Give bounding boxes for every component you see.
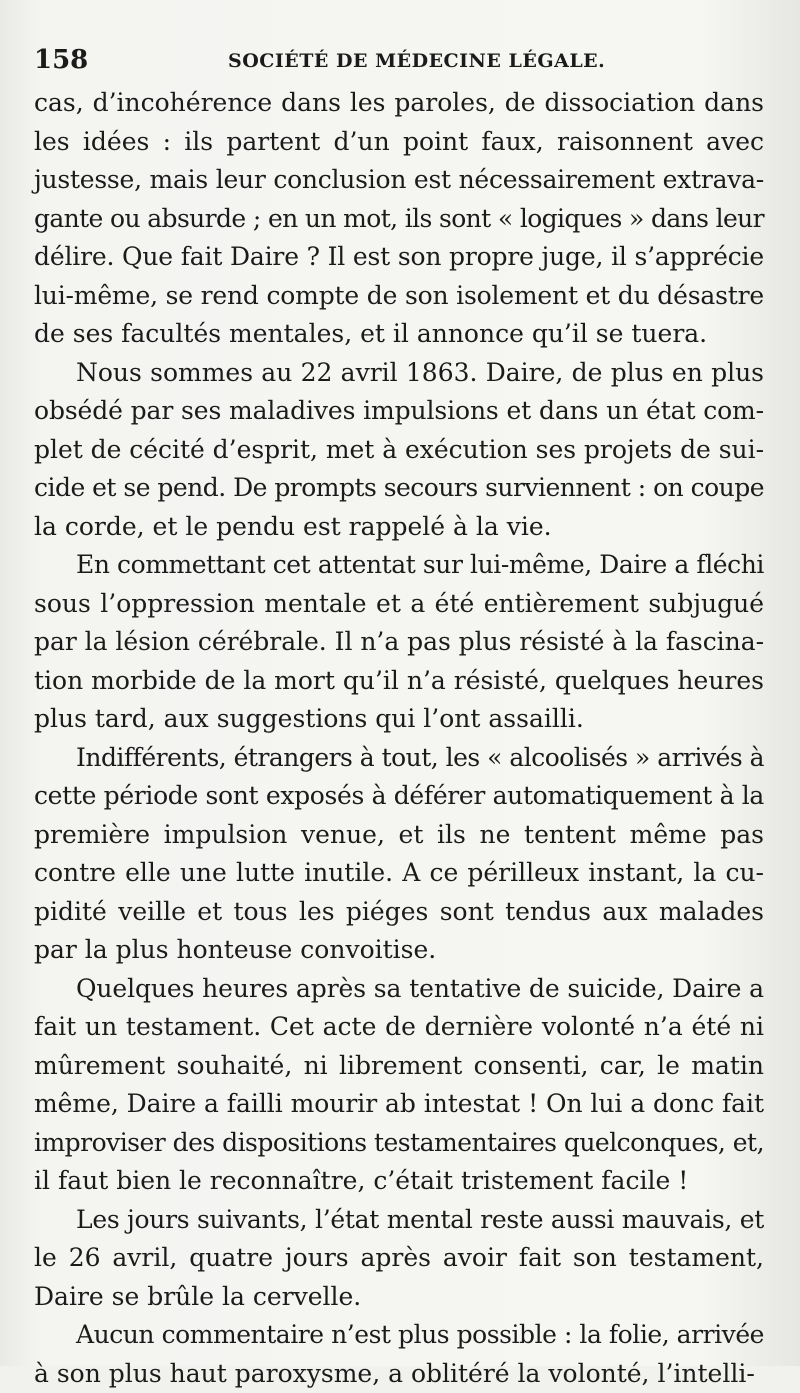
text-line: les idées : ils partent d’un point faux, raisonnent avec: [34, 123, 764, 162]
text-line: Daire se brûle la cervelle.: [34, 1278, 764, 1317]
text-line: justesse, mais leur conclusion est nécessairement extrava-: [34, 161, 764, 200]
text-line: improviser des dispositions testamentaires quelconques, et,: [34, 1124, 764, 1163]
text-line: Quelques heures après sa tentative de suicide, Daire a: [34, 970, 764, 1009]
text-line: lui-même, se rend compte de son isolement et du désastre: [34, 277, 764, 316]
page-header: [34, 42, 774, 78]
body-text: [34, 84, 764, 1393]
text-line: En commettant cet attentat sur lui-même, Daire a fléchi: [34, 546, 764, 585]
text-line: délire. Que fait Daire ? Il est son propre juge, il s’apprécie: [34, 238, 764, 277]
text-line: sous l’oppression mentale et a été entièrement subjugué: [34, 585, 764, 624]
text-line: par la plus honteuse convoitise.: [34, 931, 764, 970]
text-line: tion morbide de la mort qu’il n’a résisté, quelques heures: [34, 662, 764, 701]
text-line: plus tard, aux suggestions qui l’ont assailli.: [34, 700, 764, 739]
text-line: par la lésion cérébrale. Il n’a pas plus résisté à la fascina-: [34, 623, 764, 662]
text-line: contre elle une lutte inutile. A ce périlleux instant, la cu-: [34, 854, 764, 893]
text-line: pidité veille et tous les piéges sont tendus aux malades: [34, 893, 764, 932]
text-line: même, Daire a failli mourir ab intestat ! On lui a donc fait: [34, 1085, 764, 1124]
text-line: le 26 avril, quatre jours après avoir fait son testament,: [34, 1239, 764, 1278]
text-line: la corde, et le pendu est rappelé à la vie.: [34, 508, 764, 547]
text-line: cide et se pend. De prompts secours surviennent : on coupe: [34, 469, 764, 508]
text-line: cette période sont exposés à déférer automatiquement à la: [34, 777, 764, 816]
page-number: 158: [34, 42, 88, 78]
text-line: Aucun commentaire n’est plus possible : la folie, arrivée: [34, 1316, 764, 1355]
text-line: fait un testament. Cet acte de dernière volonté n’a été ni: [34, 1008, 764, 1047]
text-line: à son plus haut paroxysme, a oblitéré la volonté, l’intelli-: [34, 1355, 764, 1393]
text-line: plet de cécité d’esprit, met à exécution ses projets de sui-: [34, 431, 764, 470]
text-line: de ses facultés mentales, et il annonce qu’il se tuera.: [34, 315, 764, 354]
text-line: il faut bien le reconnaître, c’était tristement facile !: [34, 1162, 764, 1201]
running-title: SOCIÉTÉ DE MÉDECINE LÉGALE.: [228, 44, 605, 78]
text-line: Les jours suivants, l’état mental reste aussi mauvais, et: [34, 1201, 764, 1240]
text-line: première impulsion venue, et ils ne tentent même pas: [34, 816, 764, 855]
text-line: gante ou absurde ; en un mot, ils sont « logiques » dans leur: [34, 200, 764, 239]
text-line: mûrement souhaité, ni librement consenti, car, le matin: [34, 1047, 764, 1086]
text-line: Nous sommes au 22 avril 1863. Daire, de plus en plus: [34, 354, 764, 393]
text-line: obsédé par ses maladives impulsions et dans un état com-: [34, 392, 764, 431]
text-line: Indifférents, étrangers à tout, les « alcoolisés » arrivés à: [34, 739, 764, 778]
text-line: cas, d’incohérence dans les paroles, de dissociation dans: [34, 84, 764, 123]
